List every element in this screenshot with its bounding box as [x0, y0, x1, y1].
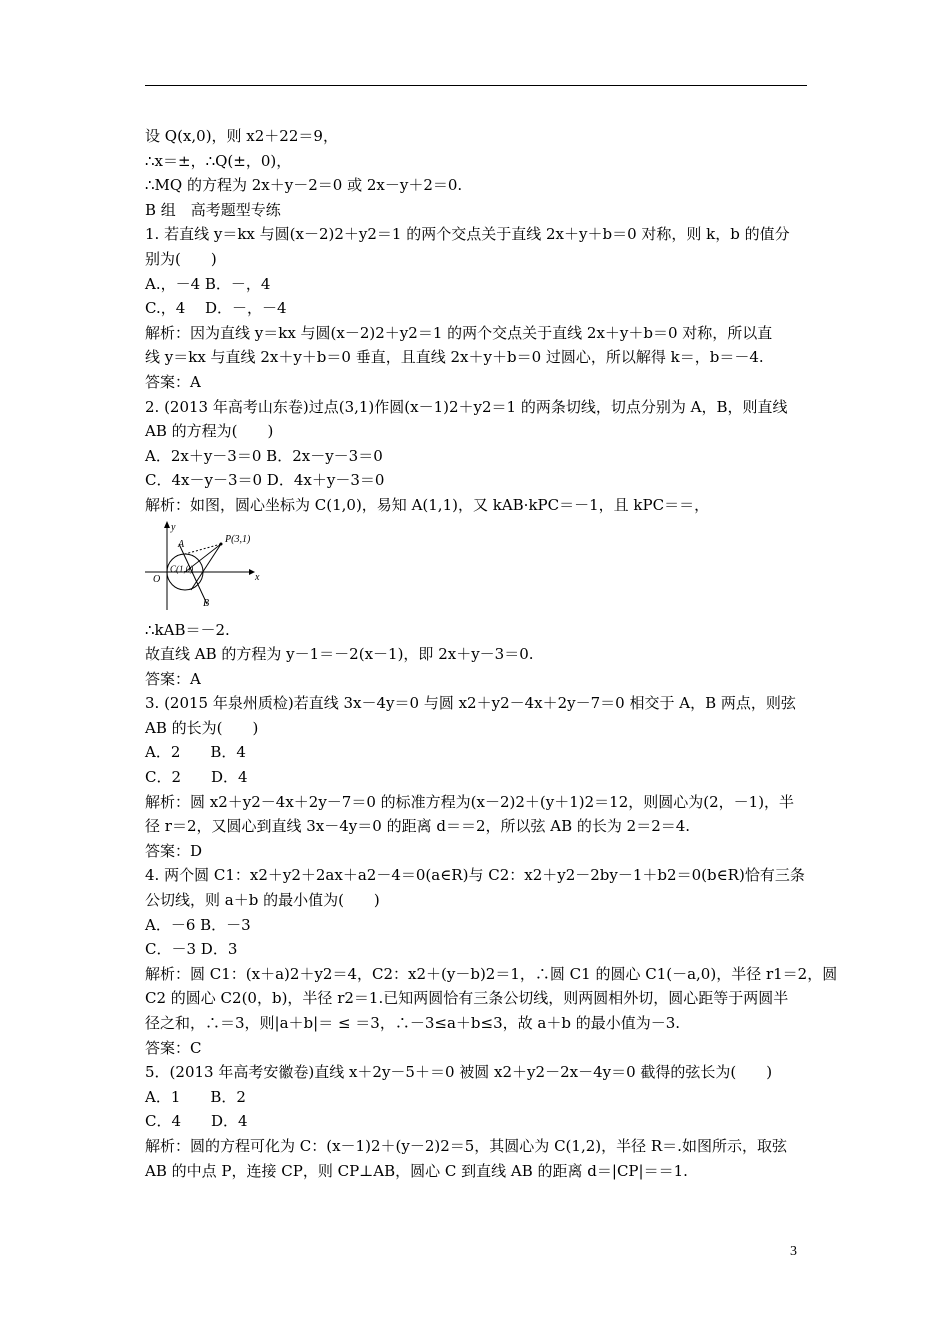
text-line: 5．(2013 年高考安徽卷)直线 x＋2y－5＋＝0 被圆 x2＋y2－2x－4y＝0 截得的弦长为( )	[145, 1063, 773, 1082]
text-block-bottom	[145, 618, 838, 1184]
text-line: AB 的方程为( )	[145, 422, 274, 441]
text-line: 故直线 AB 的方程为 y－1＝－2(x－1)，即 2x＋y－3＝0.	[145, 645, 534, 664]
header-rule	[145, 85, 807, 86]
text-line: A．2x＋y－3＝0 B．2x－y－3＝0	[145, 446, 383, 465]
text-line: 解析：如图，圆心坐标为 C(1,0)，易知 A(1,1)，又 kAB·kPC＝－1，且 kPC＝＝，	[145, 495, 710, 514]
text-line: 答案：D	[145, 841, 203, 860]
text-line: 线 y＝kx 与直线 2x＋y＋b＝0 垂直，且直线 2x＋y＋b＝0 过圆心，所以解得 k＝，b＝－4.	[145, 348, 764, 367]
point-c-label: C(1,0)	[170, 563, 194, 574]
text-line: 径 r＝2，又圆心到直线 3x－4y＝0 的距离 d＝＝2，所以弦 AB 的长为 2＝2＝4.	[145, 817, 691, 836]
text-line: 4. 两个圆 C1：x2＋y2＋2ax＋a2－4＝0(a∈R)与 C2：x2＋y2－2by－1＋b2＝0(b∈R)恰有三条	[145, 866, 805, 885]
text-line: 2. (2013 年高考山东卷)过点(3,1)作圆(x－1)2＋y2＝1 的两条切线，切点分别为 A，B，则直线	[145, 397, 788, 416]
x-axis-label: x	[255, 571, 260, 583]
point-a-label: A	[178, 538, 185, 550]
text-line: 设 Q(x,0)，则 x2＋22＝9，	[145, 127, 338, 145]
text-line: ∴x＝±，∴Q(±，0)，	[145, 151, 292, 170]
text-line: C．2 D．4	[145, 768, 248, 787]
text-line: ∴kAB＝－2.	[145, 620, 230, 639]
text-line: 1. 若直线 y＝kx 与圆(x－2)2＋y2＝1 的两个交点关于直线 2x＋y＋b＝0 对称，则 k，b 的值分	[145, 225, 790, 244]
text-line: 答案：C	[145, 1038, 202, 1057]
y-axis-label: y	[171, 521, 176, 533]
tangent-figure	[145, 520, 807, 616]
text-line: 3. (2015 年泉州质检)若直线 3x－4y＝0 与圆 x2＋y2－4x＋2y－7＝0 相交于 A，B 两点，则弦	[145, 694, 796, 713]
text-line: 公切线，则 a＋b 的最小值为( )	[145, 891, 380, 910]
point-p	[220, 542, 223, 545]
text-line: 解析：因为直线 y＝kx 与圆(x－2)2＋y2＝1 的两个交点关于直线 2x＋y＋b＝0 对称，所以直	[145, 323, 773, 342]
text-line: A.，－4 B．－，4	[145, 274, 271, 293]
text-line: 解析：圆 C1：(x＋a)2＋y2＝4，C2：x2＋(y－b)2＝1，∴圆 C1 的圆心 C1(－a,0)，半径 r1＝2，圆	[145, 964, 838, 983]
page-number: 3	[790, 1244, 797, 1259]
circle-tangent-diagram	[145, 520, 265, 616]
text-line: 答案：A	[145, 372, 201, 391]
text-line: C．4x－y－3＝0 D．4x＋y－3＝0	[145, 471, 385, 490]
tangent-pb	[191, 544, 221, 590]
text-line: A．－6 B．－3	[145, 915, 251, 934]
text-line: A．2 B．4	[145, 743, 246, 762]
text-line: C．－3 D．3	[145, 940, 238, 959]
text-line: C．4 D．4	[145, 1112, 248, 1131]
text-line: 解析：圆的方程可化为 C：(x－1)2＋(y－2)2＝5，其圆心为 C(1,2)，半径 R＝.如图所示，取弦	[145, 1136, 787, 1155]
text-line: 解析：圆 x2＋y2－4x＋2y－7＝0 的标准方程为(x－2)2＋(y＋1)2＝12，则圆心为(2，－1)，半	[145, 792, 795, 811]
text-line: B 组 高考题型专练	[145, 200, 281, 219]
text-block-top	[145, 124, 807, 518]
text-line: C.，4 D．－，－4	[145, 299, 287, 318]
text-line: 别为( )	[145, 249, 217, 268]
y-arrow-icon	[164, 521, 170, 528]
document-body	[145, 124, 838, 1183]
text-line: AB 的中点 P，连接 CP，则 CP⊥AB，圆心 C 到直线 AB 的距离 d＝|CP|＝＝1.	[145, 1161, 688, 1180]
text-line: A．1 B．2	[145, 1087, 246, 1106]
text-line: ∴MQ 的方程为 2x＋y－2＝0 或 2x－y＋2＝0.	[145, 176, 463, 195]
origin-label: O	[153, 573, 161, 585]
point-p-label: P(3,1)	[225, 533, 251, 545]
text-line: C2 的圆心 C2(0，b)，半径 r2＝1.已知两圆恰有三条公切线，则两圆相外切，圆心距等于两圆半	[145, 989, 789, 1008]
text-line: 径之和，∴＝3，则|a＋b|＝ ≤ ＝3，∴－3≤a＋b≤3，故 a＋b 的最小值为－3.	[145, 1014, 681, 1032]
text-line: 答案：A	[145, 669, 201, 688]
text-line: AB 的长为( )	[145, 718, 259, 737]
point-b-label: B	[203, 597, 210, 609]
